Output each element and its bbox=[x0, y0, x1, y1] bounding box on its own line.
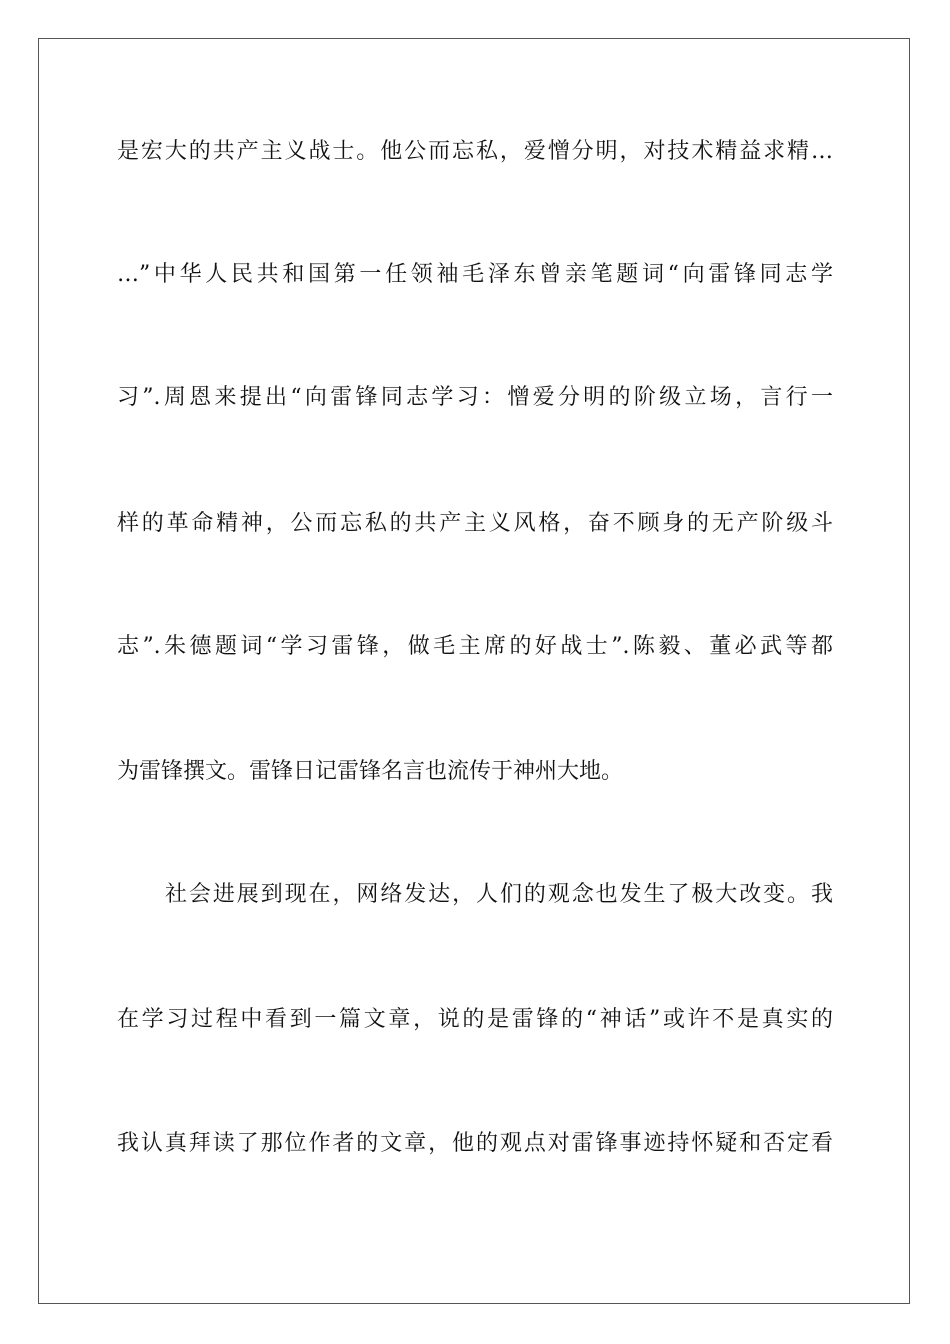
text-line: 在学习过程中看到一篇文章，说的是雷锋的“神话”或许不是真实的 bbox=[117, 1007, 833, 1032]
page-border bbox=[38, 38, 910, 1304]
text-line: 习”.周恩来提出“向雷锋同志学习：憎爱分明的阶级立场，言行一 bbox=[117, 385, 833, 410]
text-line: 我认真拜读了那位作者的文章，他的观点对雷锋事迹持怀疑和否定看 bbox=[117, 1131, 833, 1156]
text-line: 样的革命精神，公而忘私的共产主义风格，奋不顾身的无产阶级斗 bbox=[117, 511, 833, 536]
text-line: 为雷锋撰文。雷锋日记雷锋名言也流传于神州大地。 bbox=[117, 759, 624, 784]
text-line: 是宏大的共产主义战士。他公而忘私，爱憎分明，对技术精益求精… bbox=[117, 139, 833, 164]
text-line: …”中华人民共和国第一任领袖毛泽东曾亲笔题词“向雷锋同志学 bbox=[117, 262, 833, 287]
text-line: 志”.朱德题词“学习雷锋，做毛主席的好战士”.陈毅、董必武等都 bbox=[117, 634, 833, 659]
paragraph-first-line: 社会进展到现在，网络发达，人们的观念也发生了极大改变。我 bbox=[165, 882, 833, 907]
